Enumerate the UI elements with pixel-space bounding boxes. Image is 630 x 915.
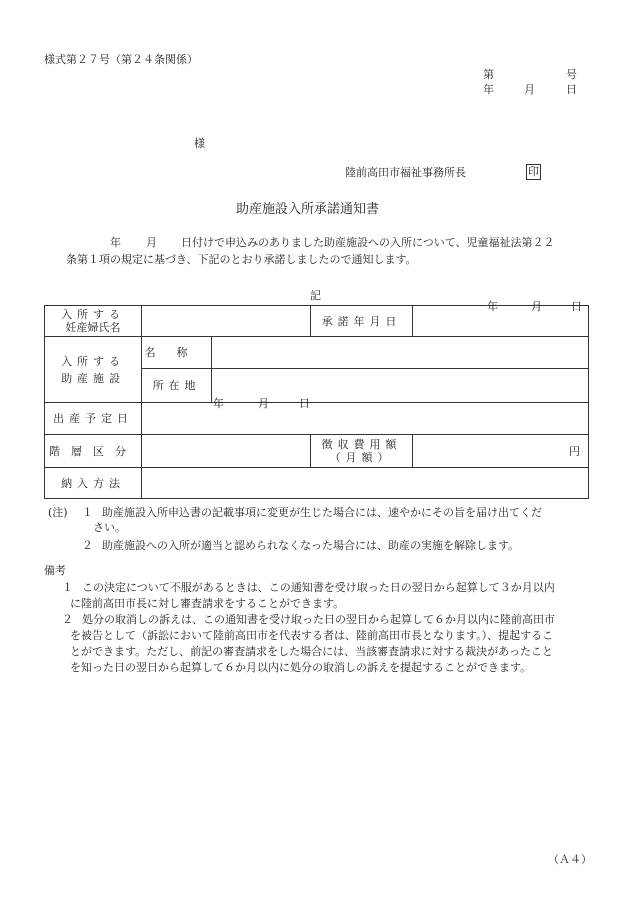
fee-value[interactable]: [413, 435, 589, 468]
issuer-name: 陸前高田市福祉事務所長: [345, 166, 466, 179]
seal-mark: 印: [528, 165, 539, 178]
remarks-heading: 備考: [44, 564, 66, 577]
mother-name-value[interactable]: [142, 306, 311, 337]
remark-1-number: １: [62, 581, 73, 594]
payment-method-value[interactable]: [142, 468, 589, 499]
fee-label: 徴収費用額 （月額）: [311, 435, 413, 468]
due-year: 年: [213, 397, 224, 410]
intro-text-line2: 条第１項の規定に基づき、下記のとおり承諾しましたので通知します。: [66, 253, 417, 266]
facility-name-value[interactable]: [212, 337, 589, 369]
ki-label: 記: [310, 289, 321, 302]
doc-number-suffix: 号: [566, 68, 577, 81]
remark-2-line3: とができます。ただし、前記の審査請求をした場合には、当該審査請求に対する裁決があったこと: [70, 645, 554, 658]
note-1-number: １: [82, 506, 93, 519]
intro-year: 年: [110, 236, 121, 249]
facility-name-label: 名称: [142, 337, 212, 369]
approval-day: 日: [571, 300, 582, 313]
document-title: 助産施設入所承諾通知書: [236, 202, 380, 217]
date-month: 月: [524, 83, 535, 96]
facility-label: 入所する 助産施設: [45, 337, 142, 403]
remark-2-number: ２: [62, 613, 73, 626]
class-label: 階層区分: [45, 435, 142, 468]
class-value[interactable]: [142, 435, 311, 468]
fee-unit: 円: [569, 445, 580, 458]
approval-year: 年: [487, 300, 498, 313]
recipient-suffix: 様: [194, 137, 205, 150]
due-date-value[interactable]: [142, 397, 589, 435]
form-number: 様式第２７号（第２４条関係）: [44, 53, 198, 66]
paper-size-label: （Ａ４）: [548, 853, 592, 866]
approval-month: 月: [531, 300, 542, 313]
facility-address-label: 所在地: [142, 369, 212, 403]
date-day: 日: [566, 83, 577, 96]
payment-method-label: 納入方法: [45, 468, 142, 499]
intro-text-line1: 日付けで申込みのありました助産施設への入所について、児童福祉法第２２: [181, 236, 555, 249]
intro-month: 月: [146, 236, 157, 249]
remark-2-line2: を被告として（訴訟において陸前高田市を代表する者は、陸前高田市長となります。）、提起するこ: [70, 629, 554, 642]
due-date-label: 出産予定日: [45, 403, 142, 435]
remark-2-line4: を知った日の翌日から起算して６か月以内に処分の取消しの訴えを提起することができます。: [70, 661, 532, 674]
note-2-number: ２: [82, 539, 93, 552]
mother-name-label: 入所する 妊産婦氏名: [45, 306, 142, 337]
approval-date-value[interactable]: [413, 300, 589, 337]
note-1-line1: 助産施設入所申込書の記載事項に変更が生じた場合には、速やかにその旨を届け出てくだ: [102, 506, 542, 519]
note-prefix: (注): [48, 506, 68, 519]
due-day: 日: [299, 397, 310, 410]
note-1-line2: さい。: [93, 521, 126, 534]
detail-table: [44, 300, 589, 499]
remark-1-line1: この決定について不服があるときは、この通知書を受け取った日の翌日から起算して３か月以内: [82, 581, 555, 594]
remark-2-line1: 処分の取消しの訴えは、この通知書を受け取った日の翌日から起算して６か月以内に陸前高田市: [82, 613, 555, 626]
due-month: 月: [258, 397, 269, 410]
approval-date-label: 承諾年月日: [311, 306, 413, 337]
note-2-text: 助産施設への入所が適当と認められなくなった場合には、助産の実施を解除します。: [102, 539, 520, 552]
remark-1-line2: に陸前高田市長に対し審査請求をすることができます。: [70, 597, 345, 610]
doc-number-prefix: 第: [483, 68, 494, 81]
date-year: 年: [483, 83, 494, 96]
